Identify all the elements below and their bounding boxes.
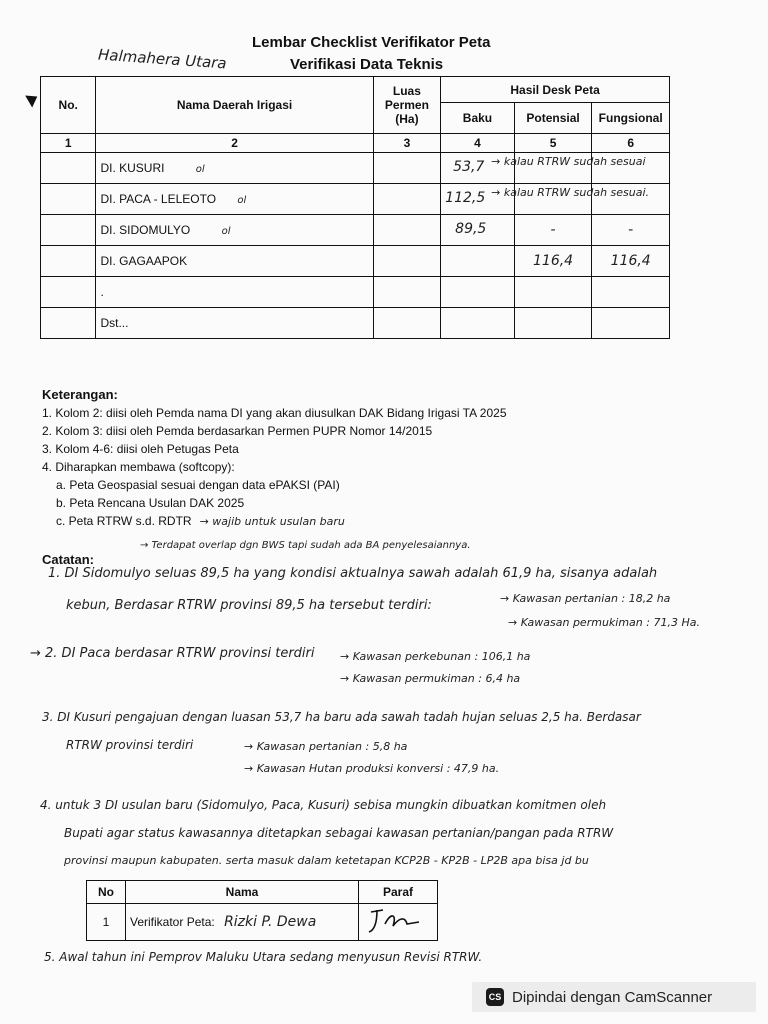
verifikator-label: Verifikator Peta:	[130, 915, 215, 929]
header-hasil: Hasil Desk Peta	[441, 77, 670, 103]
potensial-value: 116,4	[533, 253, 574, 269]
keterangan-subitem: b. Peta Rencana Usulan DAK 2025	[56, 496, 245, 510]
potensial-value: -	[550, 222, 556, 238]
verifikator-name: Rizki P. Dewa	[224, 914, 317, 930]
catatan-line: kebun, Berdasar RTRW provinsi 89,5 ha tersebut terdiri:	[66, 598, 432, 613]
table-row	[41, 184, 670, 215]
camscanner-label: Dipindai dengan CamScanner	[512, 988, 713, 1006]
baku-note: → kalau RTRW sudah sesuai	[491, 155, 646, 168]
keterangan-heading: Keterangan:	[42, 387, 118, 402]
paraf-signature	[359, 904, 438, 941]
di-name: .	[100, 285, 104, 299]
keterangan-item: 2. Kolom 3: diisi oleh Pemda berdasarkan Permen PUPR Nomor 14/2015	[42, 424, 433, 438]
sign-header-nama: Nama	[126, 881, 359, 904]
header-nama: Nama Daerah Irigasi	[96, 77, 373, 134]
page-title: Lembar Checklist Verifikator Peta	[252, 34, 491, 51]
baku-value: 112,5	[445, 190, 486, 206]
margin-arrow-icon	[25, 90, 41, 107]
catatan-line: 4. untuk 3 DI usulan baru (Sidomulyo, Paca, Kusuri) sebisa mungkin dibuatkan komitmen oleh	[40, 798, 607, 812]
table-row	[41, 277, 670, 308]
table-row	[41, 246, 670, 277]
baku-value: 53,7	[453, 159, 485, 175]
di-name: DI. GAGAAPOK	[100, 254, 188, 268]
checklist-table	[40, 76, 670, 339]
keterangan-item: 4. Diharapkan membawa (softcopy):	[42, 460, 235, 474]
col-number: 6	[592, 134, 670, 153]
header-no: No.	[41, 77, 96, 134]
check-mark: ol	[195, 164, 205, 175]
keterangan-section	[42, 386, 507, 531]
keterangan-subitem: a. Peta Geospasial sesuai dengan data ePAKSI (PAI)	[56, 478, 340, 492]
di-name: DI. SIDOMULYO	[100, 223, 191, 237]
table-row	[41, 215, 670, 246]
fungsional-value: 116,4	[610, 253, 651, 269]
catatan-line: → Kawasan Hutan produksi konversi : 47,9 ha.	[244, 762, 500, 775]
header-luas: Luas Permen (Ha)	[373, 77, 441, 134]
check-mark: ol	[221, 226, 231, 237]
region-handwritten: Halmahera Utara	[97, 45, 228, 73]
sign-header-no: No	[87, 881, 126, 904]
page-subtitle: Verifikasi Data Teknis	[290, 56, 444, 73]
rtrw-note: → wajib untuk usulan baru	[199, 515, 345, 528]
catatan-line: → Kawasan perkebunan : 106,1 ha	[340, 650, 531, 663]
catatan-line: → 2. DI Paca berdasar RTRW provinsi terdiri	[30, 646, 315, 661]
di-name: Dst...	[100, 316, 129, 330]
col-number: 5	[514, 134, 592, 153]
baku-value	[441, 246, 515, 277]
catatan-line: → Kawasan permukiman : 71,3 Ha.	[508, 616, 700, 629]
col-number: 2	[96, 134, 373, 153]
keterangan-subitem: c. Peta RTRW s.d. RDTR	[56, 514, 192, 528]
catatan-line: RTRW provinsi terdiri	[66, 738, 194, 752]
catatan-line: 3. DI Kusuri pengajuan dengan luasan 53,7 ha baru ada sawah tadah hujan seluas 2,5 ha. Berdasar	[42, 710, 641, 724]
camscanner-badge	[472, 982, 756, 1012]
fungsional-value: -	[628, 222, 634, 238]
camscanner-icon: CS	[486, 988, 504, 1006]
sign-header-paraf: Paraf	[359, 881, 438, 904]
catatan-heading: Catatan:	[42, 552, 95, 567]
header-fungsional: Fungsional	[592, 103, 670, 134]
signature-table	[86, 880, 438, 941]
col-number: 3	[373, 134, 441, 153]
sign-row-no: 1	[87, 904, 126, 941]
catatan-line: 5. Awal tahun ini Pemprov Maluku Utara sedang menyusun Revisi RTRW.	[44, 950, 483, 964]
di-name: DI. KUSURI	[100, 161, 165, 175]
col-number: 4	[441, 134, 515, 153]
baku-note: → kalau RTRW sudah sesuai.	[491, 186, 650, 199]
catatan-line: → Kawasan pertanian : 5,8 ha	[244, 740, 408, 753]
table-row	[41, 153, 670, 184]
keterangan-item: 3. Kolom 4-6: diisi oleh Petugas Peta	[42, 442, 239, 456]
header-baku: Baku	[441, 103, 515, 134]
col-number: 1	[41, 134, 96, 153]
catatan-top-note: → Terdapat overlap dgn BWS tapi sudah ada BA penyelesaiannya.	[140, 540, 471, 551]
keterangan-item: 1. Kolom 2: diisi oleh Pemda nama DI yang akan diusulkan DAK Bidang Irigasi TA 2025	[42, 406, 507, 420]
catatan-line: provinsi maupun kabupaten. serta masuk dalam ketetapan KCP2B - KP2B - LP2B apa bisa jd bu	[64, 854, 589, 867]
catatan-line: → Kawasan pertanian : 18,2 ha	[500, 592, 671, 605]
header-potensial: Potensial	[514, 103, 592, 134]
baku-value: 89,5	[455, 221, 487, 237]
catatan-line: Bupati agar status kawasannya ditetapkan sebagai kawasan pertanian/pangan pada RTRW	[64, 826, 614, 840]
di-name: DI. PACA - LELEOTO	[100, 192, 217, 206]
table-row	[41, 308, 670, 339]
catatan-line: → Kawasan permukiman : 6,4 ha	[340, 672, 521, 685]
catatan-line: 1. DI Sidomulyo seluas 89,5 ha yang kondisi aktualnya sawah adalah 61,9 ha, sisanya adalah	[48, 566, 658, 581]
check-mark: ol	[237, 195, 247, 206]
